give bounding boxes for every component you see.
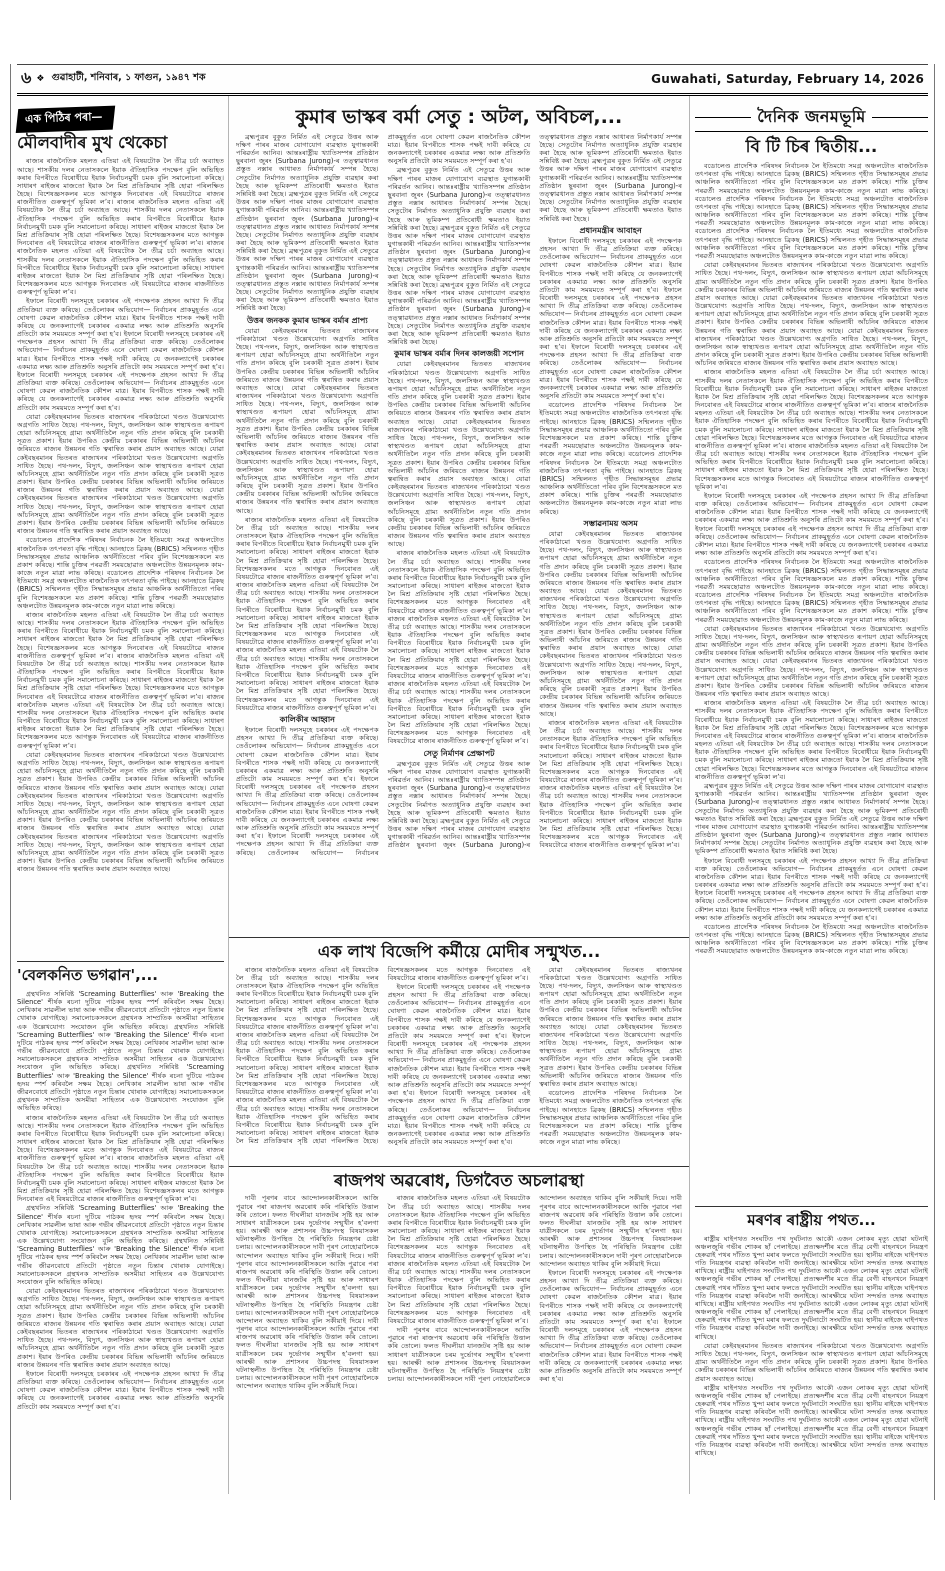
body-paragraph: ৰাজ্যৰ ৰাজনৈতিক মহলত এতিয়া এই বিষয়টোক লৈ তীব্ৰ চৰ্চা অব্যাহত আছে। শাসকীয় দলৰ নেতাসকলে ইয়াক ঐতিহাসিক পদক্ষেপ বুলি অভিহিত কৰাৰ বিপৰীতে বিৰোধীয়ে ইয়াক নিৰ্বাচনমুখী চমক বুলি সমালোচনা কৰিছে। সাধাৰণ ৰাইজৰ মাজতো ইয়াক লৈ মিশ্ৰ প্ৰতিক্ৰিয়াৰ সৃষ্টি হোৱা পৰিলক্ষিত হৈছে। বিশেষজ্ঞসকলৰ মতে আগন্তুক দিনবোৰত এই বিষয়টোৱে ৰাজ্যৰ ৰাজনীতিত গুৰুত্বপূৰ্ণ ভূমিকা লʼব। ৰাজ্যৰ ৰাজনৈতিক মহলত এতিয়া এই বিষয়টোক লৈ তীব্ৰ চৰ্চা অব্যাহত আছে। শাসকীয় দলৰ নেতাসকলে ইয়াক ঐতিহাসিক পদক্ষেপ বুলি অভিহিত কৰাৰ বিপৰীতে বিৰোধীয়ে ইয়াক নিৰ্বাচনমুখী চমক বুলি সমালোচনা কৰিছে। সাধাৰণ ৰাইজৰ মাজতো ইয়াক লৈ মিশ্ৰ প্ৰতিক্ৰিয়াৰ সৃষ্টি হোৱা পৰিলক্ষিত হৈছে। বিশেষজ্ঞসকলৰ মতে আগন্তুক দিনবোৰত এই বিষয়টোৱে ৰাজ্যৰ ৰাজনীতিত গুৰুত্বপূৰ্ণ ভূমিকা লʼব। [695,699,928,781]
body-paragraph: ৰাষ্ট্ৰীয় ঘাইপথত সংঘটিত পথ দুৰ্ঘটনাত আকৌ এজন লোকৰ মৃত্যু হোৱা ঘটনাই অঞ্চলজুৰি গভীৰ শোকৰ ছাঁ পেলাইছে। প্ৰত্যক্ষদৰ্শীৰ মতে তীব্ৰ বেগী বাহনখনে নিয়ন্ত্ৰণ হেৰুৱাই পথৰ দাঁতিত খুন্দা মৰাৰ ফলতে দুৰ্ঘটনাটো সংঘটিত হয়। স্থানীয় ৰাইজে ঘাইপথত গতি নিয়ন্ত্ৰণৰ ব্যৱস্থা কৰিবলৈ দাবী জনাইছে। আৰক্ষীয়ে ঘটনা সন্দৰ্ভত তদন্ত অব্যাহত ৰাখিছে। ৰাষ্ট্ৰীয় ঘাইপথত সংঘটিত পথ দুৰ্ঘটনাত আকৌ এজন লোকৰ মৃত্যু হোৱা ঘটনাই অঞ্চলজুৰি গভীৰ শোকৰ ছাঁ পেলাইছে। প্ৰত্যক্ষদৰ্শীৰ মতে তীব্ৰ বেগী বাহনখনে নিয়ন্ত্ৰণ হেৰুৱাই পথৰ দাঁতিত খুন্দা মৰাৰ ফলতে দুৰ্ঘটনাটো সংঘটিত হয়। স্থানীয় ৰাইজে ঘাইপথত গতি নিয়ন্ত্ৰণৰ ব্যৱস্থা কৰিবলৈ দাবী জনাইছে। আৰক্ষীয়ে ঘটনা সন্দৰ্ভত তদন্ত অব্যাহত ৰাখিছে। [695,1383,928,1458]
body-paragraph: ব্ৰহ্মপুত্ৰৰ বুকুত নিৰ্মিত এই সেতুৱে উত্তৰ আৰু দক্ষিণ পাৰৰ মাজৰ যোগাযোগ ব্যৱস্থাত যুগান্তকাৰী পৰিৱৰ্তন আনিব। আন্তঃৰাষ্ট্ৰীয় খ্যাতিসম্পন্ন প্ৰতিষ্ঠান ছুৰবানা জুৰং (Surbana Jurong)-ৰ তত্ত্বাৱধানত প্ৰস্তুত নক্সাৰ আধাৰত নিৰ্মাণকাৰ্য সম্পন্ন হৈছে। সেতুটোৰ নিৰ্মাণত অত্যাধুনিক প্ৰযুক্তি ব্যৱহাৰ কৰা হৈছে আৰু ভূমিকম্প প্ৰতিৰোধী ক্ষমতাও ইয়াত সন্নিবিষ্ট কৰা হৈছে। ব্ৰহ্মপুত্ৰৰ বুকুত নিৰ্মিত এই সেতুৱে উত্তৰ আৰু দক্ষিণ পাৰৰ মাজৰ যোগাযোগ ব্যৱস্থাত যুগান্তকাৰী পৰিৱৰ্তন আনিব। আন্তঃৰাষ্ট্ৰীয় খ্যাতিসম্পন্ন প্ৰতিষ্ঠান ছুৰবানা জুৰং (Surbana Jurong)-ৰ তত্ত্বাৱধানত প্ৰস্তুত নক্সাৰ আধাৰত নিৰ্মাণকাৰ্য সম্পন্ন হৈছে। সেতুটোৰ নিৰ্মাণত অত্যাধুনিক প্ৰযুক্তি ব্যৱহাৰ কৰা হৈছে আৰু ভূমিকম্প প্ৰতিৰোধী ক্ষমতাও ইয়াত সন্নিবিষ্ট কৰা হৈছে। ব্ৰহ্মপুত্ৰৰ বুকুত নিৰ্মিত এই সেতুৱে উত্তৰ আৰু দক্ষিণ পাৰৰ মাজৰ যোগাযোগ ব্যৱস্থাত যুগান্তকাৰী পৰিৱৰ্তন আনিব। আন্তঃৰাষ্ট্ৰীয় খ্যাতিসম্পন্ন প্ৰতিষ্ঠান ছুৰবানা জুৰং (Surbana Jurong)-ৰ তত্ত্বাৱধানত প্ৰস্তুত নক্সাৰ আধাৰত নিৰ্মাণকাৰ্য সম্পন্ন হৈছে। সেতুটোৰ নিৰ্মাণত অত্যাধুনিক প্ৰযুক্তি ব্যৱহাৰ কৰা হৈছে আৰু ভূমিকম্প প্ৰতিৰোধী ক্ষমতাও ইয়াত সন্নিবিষ্ট কৰা হৈছে। [387,166,531,347]
body-paragraph: ৰাষ্ট্ৰীয় ঘাইপথত সংঘটিত পথ দুৰ্ঘটনাত আকৌ এজন লোকৰ মৃত্যু হোৱা ঘটনাই অঞ্চলজুৰি গভীৰ শোকৰ ছাঁ পেলাইছে। প্ৰত্যক্ষদৰ্শীৰ মতে তীব্ৰ বেগী বাহনখনে নিয়ন্ত্ৰণ হেৰুৱাই পথৰ দাঁতিত খুন্দা মৰাৰ ফলতে দুৰ্ঘটনাটো সংঘটিত হয়। স্থানীয় ৰাইজে ঘাইপথত গতি নিয়ন্ত্ৰণৰ ব্যৱস্থা কৰিবলৈ দাবী জনাইছে। আৰক্ষীয়ে ঘটনা সন্দৰ্ভত তদন্ত অব্যাহত ৰাখিছে। ৰাষ্ট্ৰীয় ঘাইপথত সংঘটিত পথ দুৰ্ঘটনাত আকৌ এজন লোকৰ মৃত্যু হোৱা ঘটনাই অঞ্চলজুৰি গভীৰ শোকৰ ছাঁ পেলাইছে। প্ৰত্যক্ষদৰ্শীৰ মতে তীব্ৰ বেগী বাহনখনে নিয়ন্ত্ৰণ হেৰুৱাই পথৰ দাঁতিত খুন্দা মৰাৰ ফলতে দুৰ্ঘটনাটো সংঘটিত হয়। স্থানীয় ৰাইজে ঘাইপথত গতি নিয়ন্ত্ৰণৰ ব্যৱস্থা কৰিবলৈ দাবী জনাইছে। আৰক্ষীয়ে ঘটনা সন্দৰ্ভত তদন্ত অব্যাহত ৰাখিছে। ৰাষ্ট্ৰীয় ঘাইপথত সংঘটিত পথ দুৰ্ঘটনাত আকৌ এজন লোকৰ মৃত্যু হোৱা ঘটনাই অঞ্চলজুৰি গভীৰ শোকৰ ছাঁ পেলাইছে। প্ৰত্যক্ষদৰ্শীৰ মতে তীব্ৰ বেগী বাহনখনে নিয়ন্ত্ৰণ হেৰুৱাই পথৰ দাঁতিত খুন্দা মৰাৰ ফলতে দুৰ্ঘটনাটো সংঘটিত হয়। স্থানীয় ৰাইজে ঘাইপথত গতি নিয়ন্ত্ৰণৰ ব্যৱস্থা কৰিবলৈ দাবী জনাইছে। আৰক্ষীয়ে ঘটনা সন্দৰ্ভত তদন্ত অব্যাহত ৰাখিছে। [695,1234,928,1341]
body-paragraph: যোৱা কেইবছৰমানৰ ভিতৰত ৰাজ্যখনৰ পৰিকাঠামো খণ্ডত উল্লেখযোগ্য অগ্ৰগতি সাধিত হৈছে। পথ-দলং, বিদ্যুৎ, জলসিঞ্চন আৰু স্বাস্থ্যখণ্ডত ৰূপায়ণ হোৱা আঁচনিসমূহে গ্ৰাম্য অৰ্থনীতিলৈ নতুন গতি প্ৰদান কৰিছে বুলি চৰকাৰী সূত্ৰত প্ৰকাশ। ইয়াৰ উপৰিও কেন্দ্ৰীয় চৰকাৰৰ বিভিন্ন অভিলাষী আঁচনিৰ জৰিয়তে ৰাজ্যৰ উন্নয়নৰ গতি ত্বৰান্বিত কৰাৰ প্ৰয়াস অব্যাহত আছে। যোৱা কেইবছৰমানৰ ভিতৰত ৰাজ্যখনৰ পৰিকাঠামো খণ্ডত উল্লেখযোগ্য অগ্ৰগতি সাধিত হৈছে। পথ-দলং, বিদ্যুৎ, জলসিঞ্চন আৰু স্বাস্থ্যখণ্ডত ৰূপায়ণ হোৱা আঁচনিসমূহে গ্ৰাম্য অৰ্থনীতিলৈ নতুন গতি প্ৰদান কৰিছে বুলি চৰকাৰী সূত্ৰত প্ৰকাশ। ইয়াৰ উপৰিও কেন্দ্ৰীয় চৰকাৰৰ বিভিন্ন অভিলাষী আঁচনিৰ জৰিয়তে ৰাজ্যৰ উন্নয়নৰ গতি ত্বৰান্বিত কৰাৰ প্ৰয়াস অব্যাহত আছে। যোৱা কেইবছৰমানৰ ভিতৰত ৰাজ্যখনৰ পৰিকাঠামো খণ্ডত উল্লেখযোগ্য অগ্ৰগতি সাধিত হৈছে। পথ-দলং, বিদ্যুৎ, জলসিঞ্চন আৰু স্বাস্থ্যখণ্ডত ৰূপায়ণ হোৱা আঁচনিসমূহে গ্ৰাম্য অৰ্থনীতিলৈ নতুন গতি প্ৰদান কৰিছে বুলি চৰকাৰী সূত্ৰত প্ৰকাশ। ইয়াৰ উপৰিও কেন্দ্ৰীয় চৰকাৰৰ বিভিন্ন অভিলাষী আঁচনিৰ জৰিয়তে ৰাজ্যৰ উন্নয়নৰ গতি ত্বৰান্বিত কৰাৰ প্ৰয়াস অব্যাহত আছে। [387,360,531,549]
body-paragraph: ৰাজ্যৰ ৰাজনৈতিক মহলত এতিয়া এই বিষয়টোক লৈ তীব্ৰ চৰ্চা অব্যাহত আছে। শাসকীয় দলৰ নেতাসকলে ইয়াক ঐতিহাসিক পদক্ষেপ বুলি অভিহিত কৰাৰ বিপৰীতে বিৰোধীয়ে ইয়াক নিৰ্বাচনমুখী চমক বুলি সমালোচনা কৰিছে। সাধাৰণ ৰাইজৰ মাজতো ইয়াক লৈ মিশ্ৰ প্ৰতিক্ৰিয়াৰ সৃষ্টি হোৱা পৰিলক্ষিত হৈছে। বিশেষজ্ঞসকলৰ মতে আগন্তুক দিনবোৰত এই বিষয়টোৱে ৰাজ্যৰ ৰাজনীতিত গুৰুত্বপূৰ্ণ ভূমিকা লʼব। ৰাজ্যৰ ৰাজনৈতিক মহলত এতিয়া এই বিষয়টোক লৈ তীব্ৰ চৰ্চা অব্যাহত আছে। শাসকীয় দলৰ নেতাসকলে ইয়াক ঐতিহাসিক পদক্ষেপ বুলি অভিহিত কৰাৰ বিপৰীতে বিৰোধীয়ে ইয়াক নিৰ্বাচনমুখী চমক বুলি সমালোচনা কৰিছে। সাধাৰণ ৰাইজৰ মাজতো ইয়াক লৈ মিশ্ৰ প্ৰতিক্ৰিয়াৰ সৃষ্টি হোৱা পৰিলক্ষিত হৈছে। বিশেষজ্ঞসকলৰ মতে আগন্তুক দিনবোৰত এই বিষয়টোৱে ৰাজ্যৰ ৰাজনীতিত গুৰুত্বপূৰ্ণ ভূমিকা লʼব। ৰাজ্যৰ ৰাজনৈতিক মহলত এতিয়া এই বিষয়টোক লৈ তীব্ৰ চৰ্চা অব্যাহত আছে। শাসকীয় দলৰ নেতাসকলে ইয়াক ঐতিহাসিক পদক্ষেপ বুলি অভিহিত কৰাৰ বিপৰীতে বিৰোধীয়ে ইয়াক নিৰ্বাচনমুখী চমক বুলি সমালোচনা কৰিছে। সাধাৰণ ৰাইজৰ মাজতো ইয়াক লৈ মিশ্ৰ প্ৰতিক্ৰিয়াৰ সৃষ্টি হোৱা পৰিলক্ষিত হৈছে। বিশেষজ্ঞসকলৰ মতে আগন্তুক দিনবোৰত এই বিষয়টোৱে ৰাজ্যৰ ৰাজনীতিত গুৰুত্বপূৰ্ণ ভূমিকা লʼব। [236,965,531,1146]
body-paragraph: যোৱা কেইবছৰমানৰ ভিতৰত ৰাজ্যখনৰ পৰিকাঠামো খণ্ডত উল্লেখযোগ্য অগ্ৰগতি সাধিত হৈছে। পথ-দলং, বিদ্যুৎ, জলসিঞ্চন আৰু স্বাস্থ্যখণ্ডত ৰূপায়ণ হোৱা আঁচনিসমূহে গ্ৰাম্য অৰ্থনীতিলৈ নতুন গতি প্ৰদান কৰিছে বুলি চৰকাৰী সূত্ৰত প্ৰকাশ। ইয়াৰ উপৰিও কেন্দ্ৰীয় চৰকাৰৰ বিভিন্ন অভিলাষী আঁচনিৰ জৰিয়তে ৰাজ্যৰ উন্নয়নৰ গতি ত্বৰান্বিত কৰাৰ প্ৰয়াস অব্যাহত আছে। যোৱা কেইবছৰমানৰ ভিতৰত ৰাজ্যখনৰ পৰিকাঠামো খণ্ডত উল্লেখযোগ্য অগ্ৰগতি সাধিত হৈছে। পথ-দলং, বিদ্যুৎ, জলসিঞ্চন আৰু স্বাস্থ্যখণ্ডত ৰূপায়ণ হোৱা আঁচনিসমূহে গ্ৰাম্য অৰ্থনীতিলৈ নতুন গতি প্ৰদান কৰিছে বুলি চৰকাৰী সূত্ৰত প্ৰকাশ। ইয়াৰ উপৰিও কেন্দ্ৰীয় চৰকাৰৰ বিভিন্ন অভিলাষী আঁচনিৰ জৰিয়তে ৰাজ্যৰ উন্নয়নৰ গতি ত্বৰান্বিত কৰাৰ প্ৰয়াস অব্যাহত আছে। [695,624,928,699]
body-paragraph: ইফালে বিৰোধী দলসমূহে চৰকাৰৰ এই পদক্ষেপক প্ৰহসন আখ্যা দি তীব্ৰ প্ৰতিক্ৰিয়া ব্যক্ত কৰিছে। তেওঁলোকৰ অভিযোগ— নিৰ্বাচনৰ প্ৰাকমুহূৰ্তত এনে ঘোষণা কেৱল ৰাজনৈতিক কৌশল মাত্ৰ। ইয়াৰ বিপৰীতে শাসক পক্ষই দাবী কৰিছে যে জনকল্যাণেই চৰকাৰৰ একমাত্ৰ লক্ষ্য আৰু প্ৰতিশ্ৰুতি অনুসৰি প্ৰতিটো কাম সময়মতে সম্পূৰ্ণ কৰা হʼব। ইফালে বিৰোধী দলসমূহে চৰকাৰৰ এই পদক্ষেপক প্ৰহসন আখ্যা দি তীব্ৰ প্ৰতিক্ৰিয়া ব্যক্ত কৰিছে। তেওঁলোকৰ অভিযোগ— নিৰ্বাচনৰ প্ৰাকমুহূৰ্তত এনে ঘোষণা কেৱল ৰাজনৈতিক কৌশল মাত্ৰ। ইয়াৰ বিপৰীতে শাসক পক্ষই দাবী কৰিছে যে জনকল্যাণেই চৰকাৰৰ একমাত্ৰ লক্ষ্য আৰু প্ৰতিশ্ৰুতি অনুসৰি প্ৰতিটো কাম সময়মতে সম্পূৰ্ণ কৰা হʼব। [695,856,928,922]
body-paragraph: দাবী পূৰণৰ বাবে আন্দোলনকাৰীসকলে আজি পুৱাৰে পৰা ৰাজপথ অৱৰোধ কৰি পৰিস্থিতি উত্তাল কৰি তোলে। ফলত দীঘলীয়া যানজটৰ সৃষ্টি হয় আৰু সাধাৰণ যাত্ৰীসকলে চৰম দুৰ্ভোগৰ সন্মুখীন হʼবলগা হয়। আৰক্ষী আৰু প্ৰশাসনৰ উচ্চপদস্থ বিষয়াসকল ঘটনাস্থলীত উপস্থিত হৈ পৰিস্থিতি নিয়ন্ত্ৰণৰ চেষ্টা চলায়। আন্দোলনকাৰীসকলে দাবী পূৰণ নোহোৱালৈকে আন্দোলন অব্যাহত থাকিব বুলি সকীয়াই দিয়ে। দাবী পূৰণৰ বাবে আন্দোলনকাৰীসকলে আজি পুৱাৰে পৰা ৰাজপথ অৱৰোধ কৰি পৰিস্থিতি উত্তাল কৰি তোলে। ফলত দীঘলীয়া যানজটৰ সৃষ্টি হয় আৰু সাধাৰণ যাত্ৰীসকলে চৰম দুৰ্ভোগৰ সন্মুখীন হʼবলগা হয়। আৰক্ষী আৰু প্ৰশাসনৰ উচ্চপদস্থ বিষয়াসকল ঘটনাস্থলীত উপস্থিত হৈ পৰিস্থিতি নিয়ন্ত্ৰণৰ চেষ্টা চলায়। আন্দোলনকাৰীসকলে দাবী পূৰণ নোহোৱালৈকে আন্দোলন অব্যাহত থাকিব বুলি সকীয়াই দিয়ে। [387,1194,682,1384]
body-paragraph: ৰাজ্যৰ ৰাজনৈতিক মহলত এতিয়া এই বিষয়টোক লৈ তীব্ৰ চৰ্চা অব্যাহত আছে। শাসকীয় দলৰ নেতাসকলে ইয়াক ঐতিহাসিক পদক্ষেপ বুলি অভিহিত কৰাৰ বিপৰীতে বিৰোধীয়ে ইয়াক নিৰ্বাচনমুখী চমক বুলি সমালোচনা কৰিছে। সাধাৰণ ৰাইজৰ মাজতো ইয়াক লৈ মিশ্ৰ প্ৰতিক্ৰিয়াৰ সৃষ্টি হোৱা পৰিলক্ষিত হৈছে। বিশেষজ্ঞসকলৰ মতে আগন্তুক দিনবোৰত এই বিষয়টোৱে ৰাজ্যৰ ৰাজনীতিত গুৰুত্বপূৰ্ণ ভূমিকা লʼব। ৰাজ্যৰ ৰাজনৈতিক মহলত এতিয়া এই বিষয়টোক লৈ তীব্ৰ চৰ্চা অব্যাহত আছে। শাসকীয় দলৰ নেতাসকলে ইয়াক ঐতিহাসিক পদক্ষেপ বুলি অভিহিত কৰাৰ বিপৰীতে বিৰোধীয়ে ইয়াক নিৰ্বাচনমুখী চমক বুলি সমালোচনা কৰিছে। সাধাৰণ ৰাইজৰ মাজতো ইয়াক লৈ মিশ্ৰ প্ৰতিক্ৰিয়াৰ সৃষ্টি হোৱা পৰিলক্ষিত হৈছে। বিশেষজ্ঞসকলৰ মতে আগন্তুক দিনবোৰত এই বিষয়টোৱে ৰাজ্যৰ ৰাজনীতিত গুৰুত্বপূৰ্ণ ভূমিকা লʼব। [539,718,682,850]
subhead: প্ৰধানমন্ত্ৰীৰ আবাহন [579,225,642,235]
article-belkonit-body [17,990,224,1484]
body-paragraph: গ্ৰন্থখনিত সন্নিবিষ্ট 'Screaming Butterflies' আৰু 'Breaking the Silence' শীৰ্ষক ৰচনা দুটিয়ে পাঠকৰ হৃদয় স্পৰ্শ কৰিবলৈ সক্ষম হৈছে। লেখিকাৰ সাৱলীল ভাষা আৰু গভীৰ জীৱনবোধে প্ৰতিটো পৃষ্ঠাতে নতুন চিন্তাৰ খোৰাক যোগাইছে। সমালোচকসকলে গ্ৰন্থখনক সাম্প্ৰতিক অসমীয়া সাহিত্যৰ এক উল্লেখযোগ্য সংযোজন বুলি অভিহিত কৰিছে। গ্ৰন্থখনিত সন্নিবিষ্ট 'Screaming Butterflies' আৰু 'Breaking the Silence' শীৰ্ষক ৰচনা দুটিয়ে পাঠকৰ হৃদয় স্পৰ্শ কৰিবলৈ সক্ষম হৈছে। লেখিকাৰ সাৱলীল ভাষা আৰু গভীৰ জীৱনবোধে প্ৰতিটো পৃষ্ঠাতে নতুন চিন্তাৰ খোৰাক যোগাইছে। সমালোচকসকলে গ্ৰন্থখনক সাম্প্ৰতিক অসমীয়া সাহিত্যৰ এক উল্লেখযোগ্য সংযোজন বুলি অভিহিত কৰিছে। [17,1204,224,1286]
article-moulbadi-body [17,157,224,957]
subhead: সেতু নিৰ্মাণৰ প্ৰেক্ষাপট [423,748,495,758]
body-paragraph: ব্ৰহ্মপুত্ৰৰ বুকুত নিৰ্মিত এই সেতুৱে উত্তৰ আৰু দক্ষিণ পাৰৰ মাজৰ যোগাযোগ ব্যৱস্থাত যুগান্তকাৰী পৰিৱৰ্তন আনিব। আন্তঃৰাষ্ট্ৰীয় খ্যাতিসম্পন্ন প্ৰতিষ্ঠান ছুৰবানা জুৰং (Surbana Jurong)-ৰ তত্ত্বাৱধানত প্ৰস্তুত নক্সাৰ আধাৰত নিৰ্মাণকাৰ্য সম্পন্ন হৈছে। সেতুটোৰ নিৰ্মাণত অত্যাধুনিক প্ৰযুক্তি ব্যৱহাৰ কৰা হৈছে আৰু ভূমিকম্প প্ৰতিৰোধী ক্ষমতাও ইয়াত সন্নিবিষ্ট কৰা হৈছে। ব্ৰহ্মপুত্ৰৰ বুকুত নিৰ্মিত এই সেতুৱে উত্তৰ আৰু দক্ষিণ পাৰৰ মাজৰ যোগাযোগ ব্যৱস্থাত যুগান্তকাৰী পৰিৱৰ্তন আনিব। আন্তঃৰাষ্ট্ৰীয় খ্যাতিসম্পন্ন প্ৰতিষ্ঠান ছুৰবানা জুৰং (Surbana Jurong)-ৰ তত্ত্বাৱধানত প্ৰস্তুত নক্সাৰ আধাৰত নিৰ্মাণকাৰ্য সম্পন্ন হৈছে। সেতুটোৰ নিৰ্মাণত অত্যাধুনিক প্ৰযুক্তি ব্যৱহাৰ কৰা হৈছে আৰু ভূমিকম্প প্ৰতিৰোধী ক্ষমতাও ইয়াত সন্নিবিষ্ট কৰা হৈছে। ব্ৰহ্মপুত্ৰৰ বুকুত নিৰ্মিত এই সেতুৱে উত্তৰ আৰু দক্ষিণ পাৰৰ মাজৰ যোগাযোগ ব্যৱস্থাত যুগান্তকাৰী পৰিৱৰ্তন আনিব। আন্তঃৰাষ্ট্ৰীয় খ্যাতিসম্পন্ন প্ৰতিষ্ঠান ছুৰবানা জুৰং (Surbana Jurong)-ৰ তত্ত্বাৱধানত প্ৰস্তুত নক্সাৰ আধাৰত নিৰ্মাণকাৰ্য সম্পন্ন হৈছে। সেতুটোৰ নিৰ্মাণত অত্যাধুনিক প্ৰযুক্তি ব্যৱহাৰ কৰা হৈছে আৰু ভূমিকম্প প্ৰতিৰোধী ক্ষমতাও ইয়াত সন্নিবিষ্ট কৰা হৈছে। [236,132,379,313]
body-paragraph: ৰাজ্যৰ ৰাজনৈতিক মহলত এতিয়া এই বিষয়টোক লৈ তীব্ৰ চৰ্চা অব্যাহত আছে। শাসকীয় দলৰ নেতাসকলে ইয়াক ঐতিহাসিক পদক্ষেপ বুলি অভিহিত কৰাৰ বিপৰীতে বিৰোধীয়ে ইয়াক নিৰ্বাচনমুখী চমক বুলি সমালোচনা কৰিছে। সাধাৰণ ৰাইজৰ মাজতো ইয়াক লৈ মিশ্ৰ প্ৰতিক্ৰিয়াৰ সৃষ্টি হোৱা পৰিলক্ষিত হৈছে। বিশেষজ্ঞসকলৰ মতে আগন্তুক দিনবোৰত এই বিষয়টোৱে ৰাজ্যৰ ৰাজনীতিত গুৰুত্বপূৰ্ণ ভূমিকা লʼব। ৰাজ্যৰ ৰাজনৈতিক মহলত এতিয়া এই বিষয়টোক লৈ তীব্ৰ চৰ্চা অব্যাহত আছে। শাসকীয় দলৰ নেতাসকলে ইয়াক ঐতিহাসিক পদক্ষেপ বুলি অভিহিত কৰাৰ বিপৰীতে বিৰোধীয়ে ইয়াক নিৰ্বাচনমুখী চমক বুলি সমালোচনা কৰিছে। সাধাৰণ ৰাইজৰ মাজতো ইয়াক লৈ মিশ্ৰ প্ৰতিক্ৰিয়াৰ সৃষ্টি হোৱা পৰিলক্ষিত হৈছে। বিশেষজ্ঞসকলৰ মতে আগন্তুক দিনবোৰত এই বিষয়টোৱে ৰাজ্যৰ ৰাজনীতিত গুৰুত্বপূৰ্ণ ভূমিকা লʼব। [387,1194,531,1325]
headline-moulbadi: মৌলবাদীৰ মুখ থেকেচা [17,133,168,152]
headline-highway-death: মৰণৰ ৰাষ্ট্ৰীয় পথত... [747,1211,876,1230]
dateline-assamese: গুৱাহাটী, শনিবাৰ, ১ ফাগুন, ১৯৪৭ শক [51,72,206,83]
body-paragraph: ইফালে বিৰোধী দলসমূহে চৰকাৰৰ এই পদক্ষেপক প্ৰহসন আখ্যা দি তীব্ৰ প্ৰতিক্ৰিয়া ব্যক্ত কৰিছে। তেওঁলোকৰ অভিযোগ— নিৰ্বাচনৰ প্ৰাকমুহূৰ্তত এনে ঘোষণা কেৱল ৰাজনৈতিক কৌশল মাত্ৰ। ইয়াৰ বিপৰীতে শাসক পক্ষই দাবী কৰিছে যে জনকল্যাণেই চৰকাৰৰ একমাত্ৰ লক্ষ্য আৰু প্ৰতিশ্ৰুতি অনুসৰি প্ৰতিটো কাম সময়মতে সম্পূৰ্ণ কৰা হʼব। ইফালে বিৰোধী দলসমূহে চৰকাৰৰ এই পদক্ষেপক প্ৰহসন আখ্যা দি তীব্ৰ প্ৰতিক্ৰিয়া ব্যক্ত কৰিছে। তেওঁলোকৰ অভিযোগ— নিৰ্বাচনৰ প্ৰাকমুহূৰ্তত এনে ঘোষণা কেৱল ৰাজনৈতিক কৌশল মাত্ৰ। ইয়াৰ বিপৰীতে শাসক পক্ষই দাবী কৰিছে যে জনকল্যাণেই চৰকাৰৰ একমাত্ৰ লক্ষ্য আৰু প্ৰতিশ্ৰুতি অনুসৰি প্ৰতিটো কাম সময়মতে সম্পূৰ্ণ কৰা হʼব। [695,491,928,558]
newspaper-page [10,64,935,1500]
article-bjp-modi-body [236,966,682,1162]
body-paragraph: ইফালে বিৰোধী দলসমূহে চৰকাৰৰ এই পদক্ষেপক প্ৰহসন আখ্যা দি তীব্ৰ প্ৰতিক্ৰিয়া ব্যক্ত কৰিছে। তেওঁলোকৰ অভিযোগ— নিৰ্বাচনৰ প্ৰাকমুহূৰ্তত এনে ঘোষণা কেৱল ৰাজনৈতিক কৌশল মাত্ৰ। ইয়াৰ বিপৰীতে শাসক পক্ষই দাবী কৰিছে যে জনকল্যাণেই চৰকাৰৰ একমাত্ৰ লক্ষ্য আৰু প্ৰতিশ্ৰুতি অনুসৰি প্ৰতিটো কাম সময়মতে সম্পূৰ্ণ কৰা হʼব। ইফালে বিৰোধী দলসমূহে চৰকাৰৰ এই পদক্ষেপক প্ৰহসন আখ্যা দি তীব্ৰ প্ৰতিক্ৰিয়া ব্যক্ত কৰিছে। তেওঁলোকৰ অভিযোগ— নিৰ্বাচনৰ প্ৰাকমুহূৰ্তত এনে ঘোষণা কেৱল ৰাজনৈতিক কৌশল মাত্ৰ। ইয়াৰ বিপৰীতে শাসক পক্ষই দাবী কৰিছে যে জনকল্যাণেই চৰকাৰৰ একমাত্ৰ লক্ষ্য আৰু প্ৰতিশ্ৰুতি অনুসৰি প্ৰতিটো কাম সময়মতে সম্পূৰ্ণ কৰা হʼব। ইফালে বিৰোধী দলসমূহে চৰকাৰৰ এই পদক্ষেপক প্ৰহসন আখ্যা দি তীব্ৰ প্ৰতিক্ৰিয়া ব্যক্ত কৰিছে। তেওঁলোকৰ অভিযোগ— নিৰ্বাচনৰ প্ৰাকমুহূৰ্তত এনে ঘোষণা কেৱল ৰাজনৈতিক কৌশল মাত্ৰ। ইয়াৰ বিপৰীতে শাসক পক্ষই দাবী কৰিছে যে জনকল্যাণেই চৰকাৰৰ একমাত্ৰ লক্ষ্য আৰু প্ৰতিশ্ৰুতি অনুসৰি প্ৰতিটো কাম সময়মতে সম্পূৰ্ণ কৰা হʼব। [236,132,531,857]
body-paragraph: ইফালে বিৰোধী দলসমূহে চৰকাৰৰ এই পদক্ষেপক প্ৰহসন আখ্যা দি তীব্ৰ প্ৰতিক্ৰিয়া ব্যক্ত কৰিছে। তেওঁলোকৰ অভিযোগ— নিৰ্বাচনৰ প্ৰাকমুহূৰ্তত এনে ঘোষণা কেৱল ৰাজনৈতিক কৌশল মাত্ৰ। ইয়াৰ বিপৰীতে শাসক পক্ষই দাবী কৰিছে যে জনকল্যাণেই চৰকাৰৰ একমাত্ৰ লক্ষ্য আৰু প্ৰতিশ্ৰুতি অনুসৰি প্ৰতিটো কাম সময়মতে সম্পূৰ্ণ কৰা হʼব। ইফালে বিৰোধী দলসমূহে চৰকাৰৰ এই পদক্ষেপক প্ৰহসন আখ্যা দি তীব্ৰ প্ৰতিক্ৰিয়া ব্যক্ত কৰিছে। তেওঁলোকৰ অভিযোগ— নিৰ্বাচনৰ প্ৰাকমুহূৰ্তত এনে ঘোষণা কেৱল ৰাজনৈতিক কৌশল মাত্ৰ। ইয়াৰ বিপৰীতে শাসক পক্ষই দাবী কৰিছে যে জনকল্যাণেই চৰকাৰৰ একমাত্ৰ লক্ষ্য আৰু প্ৰতিশ্ৰুতি অনুসৰি প্ৰতিটো কাম সময়মতে সম্পূৰ্ণ কৰা হʼব। [539,1268,682,1384]
body-paragraph: ব্ৰহ্মপুত্ৰৰ বুকুত নিৰ্মিত এই সেতুৱে উত্তৰ আৰু দক্ষিণ পাৰৰ মাজৰ যোগাযোগ ব্যৱস্থাত যুগান্তকাৰী পৰিৱৰ্তন আনিব। আন্তঃৰাষ্ট্ৰীয় খ্যাতিসম্পন্ন প্ৰতিষ্ঠান ছুৰবানা জুৰং (Surbana Jurong)-ৰ তত্ত্বাৱধানত প্ৰস্তুত নক্সাৰ আধাৰত নিৰ্মাণকাৰ্য সম্পন্ন হৈছে। সেতুটোৰ নিৰ্মাণত অত্যাধুনিক প্ৰযুক্তি ব্যৱহাৰ কৰা হৈছে আৰু ভূমিকম্প প্ৰতিৰোধী ক্ষমতাও ইয়াত সন্নিবিষ্ট কৰা হৈছে। ব্ৰহ্মপুত্ৰৰ বুকুত নিৰ্মিত এই সেতুৱে উত্তৰ আৰু দক্ষিণ পাৰৰ মাজৰ যোগাযোগ ব্যৱস্থাত যুগান্তকাৰী পৰিৱৰ্তন আনিব। আন্তঃৰাষ্ট্ৰীয় খ্যাতিসম্পন্ন প্ৰতিষ্ঠান ছুৰবানা জুৰং (Surbana Jurong)-ৰ তত্ত্বাৱধানত প্ৰস্তুত নক্সাৰ আধাৰত নিৰ্মাণকাৰ্য সম্পন্ন হৈছে। সেতুটোৰ নিৰ্মাণত অত্যাধুনিক প্ৰযুক্তি ব্যৱহাৰ কৰা হৈছে আৰু ভূমিকম্প প্ৰতিৰোধী ক্ষমতাও ইয়াত সন্নিবিষ্ট কৰা হৈছে। [695,781,928,856]
body-paragraph: যোৱা কেইবছৰমানৰ ভিতৰত ৰাজ্যখনৰ পৰিকাঠামো খণ্ডত উল্লেখযোগ্য অগ্ৰগতি সাধিত হৈছে। পথ-দলং, বিদ্যুৎ, জলসিঞ্চন আৰু স্বাস্থ্যখণ্ডত ৰূপায়ণ হোৱা আঁচনিসমূহে গ্ৰাম্য অৰ্থনীতিলৈ নতুন গতি প্ৰদান কৰিছে বুলি চৰকাৰী সূত্ৰত প্ৰকাশ। ইয়াৰ উপৰিও কেন্দ্ৰীয় চৰকাৰৰ বিভিন্ন অভিলাষী আঁচনিৰ জৰিয়তে ৰাজ্যৰ উন্নয়নৰ গতি ত্বৰান্বিত কৰাৰ প্ৰয়াস অব্যাহত আছে। যোৱা কেইবছৰমানৰ ভিতৰত ৰাজ্যখনৰ পৰিকাঠামো খণ্ডত উল্লেখযোগ্য অগ্ৰগতি সাধিত হৈছে। পথ-দলং, বিদ্যুৎ, জলসিঞ্চন আৰু স্বাস্থ্যখণ্ডত ৰূপায়ণ হোৱা আঁচনিসমূহে গ্ৰাম্য অৰ্থনীতিলৈ নতুন গতি প্ৰদান কৰিছে বুলি চৰকাৰী সূত্ৰত প্ৰকাশ। ইয়াৰ উপৰিও কেন্দ্ৰীয় চৰকাৰৰ বিভিন্ন অভিলাষী আঁচনিৰ জৰিয়তে ৰাজ্যৰ উন্নয়নৰ গতি ত্বৰান্বিত কৰাৰ প্ৰয়াস অব্যাহত আছে। যোৱা কেইবছৰমানৰ ভিতৰত ৰাজ্যখনৰ পৰিকাঠামো খণ্ডত উল্লেখযোগ্য অগ্ৰগতি সাধিত হৈছে। পথ-দলং, বিদ্যুৎ, জলসিঞ্চন আৰু স্বাস্থ্যখণ্ডত ৰূপায়ণ হোৱা আঁচনিসমূহে গ্ৰাম্য অৰ্থনীতিলৈ নতুন গতি প্ৰদান কৰিছে বুলি চৰকাৰী সূত্ৰত প্ৰকাশ। ইয়াৰ উপৰিও কেন্দ্ৰীয় চৰকাৰৰ বিভিন্ন অভিলাষী আঁচনিৰ জৰিয়তে ৰাজ্যৰ উন্নয়নৰ গতি ত্বৰান্বিত কৰাৰ প্ৰয়াস অব্যাহত আছে। [695,261,928,368]
body-paragraph: বডোলেণ্ড প্ৰাদেশিক পৰিষদৰ নিৰ্বাচনক লৈ ইতিমধ্যে সমগ্ৰ অঞ্চলটোত ৰাজনৈতিক তৎপৰতা বৃদ্ধি পাইছে। আনহাতে ব্ৰিকছ (BRICS) সন্মিলনত গৃহীত সিদ্ধান্তসমূহৰ প্ৰভাৱ আঞ্চলিক অৰ্থনীতিতো পৰিব বুলি বিশেষজ্ঞসকলে মত প্ৰকাশ কৰিছে। শান্তি চুক্তিৰ পৰৱৰ্তী সময়ছোৱাত অঞ্চলটোত উন্নয়নমূলক কাম-কাজে নতুন মাত্ৰা লাভ কৰিছে। বডোলেণ্ড প্ৰাদেশিক পৰিষদৰ নিৰ্বাচনক লৈ ইতিমধ্যে সমগ্ৰ অঞ্চলটোত ৰাজনৈতিক তৎপৰতা বৃদ্ধি পাইছে। আনহাতে ব্ৰিকছ (BRICS) সন্মিলনত গৃহীত সিদ্ধান্তসমূহৰ প্ৰভাৱ আঞ্চলিক অৰ্থনীতিতো পৰিব বুলি বিশেষজ্ঞসকলে মত প্ৰকাশ কৰিছে। শান্তি চুক্তিৰ পৰৱৰ্তী সময়ছোৱাত অঞ্চলটোত উন্নয়নমূলক কাম-কাজে নতুন মাত্ৰা লাভ কৰিছে। [539,401,682,516]
headline-bjp-modi: এক লাখ বিজেপি কৰ্মীয়ে মোদীৰ সন্মুখত... [317,941,601,961]
body-paragraph: ৰাজ্যৰ ৰাজনৈতিক মহলত এতিয়া এই বিষয়টোক লৈ তীব্ৰ চৰ্চা অব্যাহত আছে। শাসকীয় দলৰ নেতাসকলে ইয়াক ঐতিহাসিক পদক্ষেপ বুলি অভিহিত কৰাৰ বিপৰীতে বিৰোধীয়ে ইয়াক নিৰ্বাচনমুখী চমক বুলি সমালোচনা কৰিছে। সাধাৰণ ৰাইজৰ মাজতো ইয়াক লৈ মিশ্ৰ প্ৰতিক্ৰিয়াৰ সৃষ্টি হোৱা পৰিলক্ষিত হৈছে। বিশেষজ্ঞসকলৰ মতে আগন্তুক দিনবোৰত এই বিষয়টোৱে ৰাজ্যৰ ৰাজনীতিত গুৰুত্বপূৰ্ণ ভূমিকা লʼব। ৰাজ্যৰ ৰাজনৈতিক মহলত এতিয়া এই বিষয়টোক লৈ তীব্ৰ চৰ্চা অব্যাহত আছে। শাসকীয় দলৰ নেতাসকলে ইয়াক ঐতিহাসিক পদক্ষেপ বুলি অভিহিত কৰাৰ বিপৰীতে বিৰোধীয়ে ইয়াক নিৰ্বাচনমুখী চমক বুলি সমালোচনা কৰিছে। সাধাৰণ ৰাইজৰ মাজতো ইয়াক লৈ মিশ্ৰ প্ৰতিক্ৰিয়াৰ সৃষ্টি হোৱা পৰিলক্ষিত হৈছে। বিশেষজ্ঞসকলৰ মতে আগন্তুক দিনবোৰত এই বিষয়টোৱে ৰাজ্যৰ ৰাজনীতিত গুৰুত্বপূৰ্ণ ভূমিকা লʼব। ৰাজ্যৰ ৰাজনৈতিক মহলত এতিয়া এই বিষয়টোক লৈ তীব্ৰ চৰ্চা অব্যাহত আছে। শাসকীয় দলৰ নেতাসকলে ইয়াক ঐতিহাসিক পদক্ষেপ বুলি অভিহিত কৰাৰ বিপৰীতে বিৰোধীয়ে ইয়াক নিৰ্বাচনমুখী চমক বুলি সমালোচনা কৰিছে। সাধাৰণ ৰাইজৰ মাজতো ইয়াক লৈ মিশ্ৰ প্ৰতিক্ৰিয়াৰ সৃষ্টি হোৱা পৰিলক্ষিত হৈছে। বিশেষজ্ঞসকলৰ মতে আগন্তুক দিনবোৰত এই বিষয়টোৱে ৰাজ্যৰ ৰাজনীতিত গুৰুত্বপূৰ্ণ ভূমিকা লʼব। [387,549,531,746]
kicker-badge [16,106,116,134]
left-column [17,96,228,1494]
article-bridge-body [236,133,682,933]
body-paragraph: ইফালে বিৰোধী দলসমূহে চৰকাৰৰ এই পদক্ষেপক প্ৰহসন আখ্যা দি তীব্ৰ প্ৰতিক্ৰিয়া ব্যক্ত কৰিছে। তেওঁলোকৰ অভিযোগ— নিৰ্বাচনৰ প্ৰাকমুহূৰ্তত এনে ঘোষণা কেৱল ৰাজনৈতিক কৌশল মাত্ৰ। ইয়াৰ বিপৰীতে শাসক পক্ষই দাবী কৰিছে যে জনকল্যাণেই চৰকাৰৰ একমাত্ৰ লক্ষ্য আৰু প্ৰতিশ্ৰুতি অনুসৰি প্ৰতিটো কাম সময়মতে সম্পূৰ্ণ কৰা হʼব। ইফালে বিৰোধী দলসমূহে চৰকাৰৰ এই পদক্ষেপক প্ৰহসন আখ্যা দি তীব্ৰ প্ৰতিক্ৰিয়া ব্যক্ত কৰিছে। তেওঁলোকৰ অভিযোগ— নিৰ্বাচনৰ প্ৰাকমুহূৰ্তত এনে ঘোষণা কেৱল ৰাজনৈতিক কৌশল মাত্ৰ। ইয়াৰ বিপৰীতে শাসক পক্ষই দাবী কৰিছে যে জনকল্যাণেই চৰকাৰৰ একমাত্ৰ লক্ষ্য আৰু প্ৰতিশ্ৰুতি অনুসৰি প্ৰতিটো কাম সময়মতে সম্পূৰ্ণ কৰা হʼব। ইফালে বিৰোধী দলসমূহে চৰকাৰৰ এই পদক্ষেপক প্ৰহসন আখ্যা দি তীব্ৰ প্ৰতিক্ৰিয়া ব্যক্ত কৰিছে। তেওঁলোকৰ অভিযোগ— নিৰ্বাচনৰ প্ৰাকমুহূৰ্তত এনে ঘোষণা কেৱল ৰাজনৈতিক কৌশল মাত্ৰ। ইয়াৰ বিপৰীতে শাসক পক্ষই দাবী কৰিছে যে জনকল্যাণেই চৰকাৰৰ একমাত্ৰ লক্ষ্য আৰু প্ৰতিশ্ৰুতি অনুসৰি প্ৰতিটো কাম সময়মতে সম্পূৰ্ণ কৰা হʼব। [17,297,224,412]
page-number: ৬ [21,68,32,87]
body-paragraph: ৰাজ্যৰ ৰাজনৈতিক মহলত এতিয়া এই বিষয়টোক লৈ তীব্ৰ চৰ্চা অব্যাহত আছে। শাসকীয় দলৰ নেতাসকলে ইয়াক ঐতিহাসিক পদক্ষেপ বুলি অভিহিত কৰাৰ বিপৰীতে বিৰোধীয়ে ইয়াক নিৰ্বাচনমুখী চমক বুলি সমালোচনা কৰিছে। সাধাৰণ ৰাইজৰ মাজতো ইয়াক লৈ মিশ্ৰ প্ৰতিক্ৰিয়াৰ সৃষ্টি হোৱা পৰিলক্ষিত হৈছে। বিশেষজ্ঞসকলৰ মতে আগন্তুক দিনবোৰত এই বিষয়টোৱে ৰাজ্যৰ ৰাজনীতিত গুৰুত্বপূৰ্ণ ভূমিকা লʼব। ৰাজ্যৰ ৰাজনৈতিক মহলত এতিয়া এই বিষয়টোক লৈ তীব্ৰ চৰ্চা অব্যাহত আছে। শাসকীয় দলৰ নেতাসকলে ইয়াক ঐতিহাসিক পদক্ষেপ বুলি অভিহিত কৰাৰ বিপৰীতে বিৰোধীয়ে ইয়াক নিৰ্বাচনমুখী চমক বুলি সমালোচনা কৰিছে। সাধাৰণ ৰাইজৰ মাজতো ইয়াক লৈ মিশ্ৰ প্ৰতিক্ৰিয়াৰ সৃষ্টি হোৱা পৰিলক্ষিত হৈছে। বিশেষজ্ঞসকলৰ মতে আগন্তুক দিনবোৰত এই বিষয়টোৱে ৰাজ্যৰ ৰাজনীতিত গুৰুত্বপূৰ্ণ ভূমিকা লʼব। [17,1113,224,1204]
headline-rajpath: ৰাজপথ অৱৰোধ, ডিগবৈত অচলাৱস্থা [334,1170,584,1190]
page-header [17,64,928,96]
article-btc-body [695,162,928,1202]
center-column [228,96,690,1494]
headline-belkonit: 'বেলকনিত ভগৱান',... [17,966,158,985]
body-paragraph: ইফালে বিৰোধী দলসমূহে চৰকাৰৰ এই পদক্ষেপক প্ৰহসন আখ্যা দি তীব্ৰ প্ৰতিক্ৰিয়া ব্যক্ত কৰিছে। তেওঁলোকৰ অভিযোগ— নিৰ্বাচনৰ প্ৰাকমুহূৰ্তত এনে ঘোষণা কেৱল ৰাজনৈতিক কৌশল মাত্ৰ। ইয়াৰ বিপৰীতে শাসক পক্ষই দাবী কৰিছে যে জনকল্যাণেই চৰকাৰৰ একমাত্ৰ লক্ষ্য আৰু প্ৰতিশ্ৰুতি অনুসৰি প্ৰতিটো কাম সময়মতে সম্পূৰ্ণ কৰা হʼব। [17,1369,224,1411]
body-paragraph: যোৱা কেইবছৰমানৰ ভিতৰত ৰাজ্যখনৰ পৰিকাঠামো খণ্ডত উল্লেখযোগ্য অগ্ৰগতি সাধিত হৈছে। পথ-দলং, বিদ্যুৎ, জলসিঞ্চন আৰু স্বাস্থ্যখণ্ডত ৰূপায়ণ হোৱা আঁচনিসমূহে গ্ৰাম্য অৰ্থনীতিলৈ নতুন গতি প্ৰদান কৰিছে বুলি চৰকাৰী সূত্ৰত প্ৰকাশ। ইয়াৰ উপৰিও কেন্দ্ৰীয় চৰকাৰৰ বিভিন্ন অভিলাষী আঁচনিৰ জৰিয়তে ৰাজ্যৰ উন্নয়নৰ গতি ত্বৰান্বিত কৰাৰ প্ৰয়াস অব্যাহত আছে। [695,1341,928,1383]
body-paragraph: ব্ৰহ্মপুত্ৰৰ বুকুত নিৰ্মিত এই সেতুৱে উত্তৰ আৰু দক্ষিণ পাৰৰ মাজৰ যোগাযোগ ব্যৱস্থাত যুগান্তকাৰী পৰিৱৰ্তন আনিব। আন্তঃৰাষ্ট্ৰীয় খ্যাতিসম্পন্ন প্ৰতিষ্ঠান ছুৰবানা জুৰং (Surbana Jurong)-ৰ তত্ত্বাৱধানত প্ৰস্তুত নক্সাৰ আধাৰত নিৰ্মাণকাৰ্য সম্পন্ন হৈছে। সেতুটোৰ নিৰ্মাণত অত্যাধুনিক প্ৰযুক্তি ব্যৱহাৰ কৰা হৈছে আৰু ভূমিকম্প প্ৰতিৰোধী ক্ষমতাও ইয়াত সন্নিবিষ্ট কৰা হৈছে। ব্ৰহ্মপুত্ৰৰ বুকুত নিৰ্মিত এই সেতুৱে উত্তৰ আৰু দক্ষিণ পাৰৰ মাজৰ যোগাযোগ ব্যৱস্থাত যুগান্তকাৰী পৰিৱৰ্তন আনিব। আন্তঃৰাষ্ট্ৰীয় খ্যাতিসম্পন্ন প্ৰতিষ্ঠান ছুৰবানা জুৰং (Surbana Jurong)-ৰ তত্ত্বাৱধানত প্ৰস্তুত নক্সাৰ আধাৰত নিৰ্মাণকাৰ্য সম্পন্ন হৈছে। সেতুটোৰ নিৰ্মাণত অত্যাধুনিক প্ৰযুক্তি ব্যৱহাৰ কৰা হৈছে আৰু ভূমিকম্প প্ৰতিৰোধী ক্ষমতাও ইয়াত সন্নিবিষ্ট কৰা হৈছে। ব্ৰহ্মপুত্ৰৰ বুকুত নিৰ্মিত এই সেতুৱে উত্তৰ আৰু দক্ষিণ পাৰৰ মাজৰ যোগাযোগ ব্যৱস্থাত যুগান্তকাৰী পৰিৱৰ্তন আনিব। আন্তঃৰাষ্ট্ৰীয় খ্যাতিসম্পন্ন প্ৰতিষ্ঠান ছুৰবানা জুৰং (Surbana Jurong)-ৰ তত্ত্বাৱধানত প্ৰস্তুত নক্সাৰ আধাৰত নিৰ্মাণকাৰ্য সম্পন্ন হৈছে। সেতুটোৰ নিৰ্মাণত অত্যাধুনিক প্ৰযুক্তি ব্যৱহাৰ কৰা হৈছে আৰু ভূমিকম্প প্ৰতিৰোধী ক্ষমতাও ইয়াত সন্নিবিষ্ট কৰা হৈছে। [387,132,682,850]
masthead-rule [695,117,751,118]
body-paragraph: ইফালে বিৰোধী দলসমূহে চৰকাৰৰ এই পদক্ষেপক প্ৰহসন আখ্যা দি তীব্ৰ প্ৰতিক্ৰিয়া ব্যক্ত কৰিছে। তেওঁলোকৰ অভিযোগ— নিৰ্বাচনৰ প্ৰাকমুহূৰ্তত এনে ঘোষণা কেৱল ৰাজনৈতিক কৌশল মাত্ৰ। ইয়াৰ বিপৰীতে শাসক পক্ষই দাবী কৰিছে যে জনকল্যাণেই চৰকাৰৰ একমাত্ৰ লক্ষ্য আৰু প্ৰতিশ্ৰুতি অনুসৰি প্ৰতিটো কাম সময়মতে সম্পূৰ্ণ কৰা হʼব। ইফালে বিৰোধী দলসমূহে চৰকাৰৰ এই পদক্ষেপক প্ৰহসন আখ্যা দি তীব্ৰ প্ৰতিক্ৰিয়া ব্যক্ত কৰিছে। তেওঁলোকৰ অভিযোগ— নিৰ্বাচনৰ প্ৰাকমুহূৰ্তত এনে ঘোষণা কেৱল ৰাজনৈতিক কৌশল মাত্ৰ। ইয়াৰ বিপৰীতে শাসক পক্ষই দাবী কৰিছে যে জনকল্যাণেই চৰকাৰৰ একমাত্ৰ লক্ষ্য আৰু প্ৰতিশ্ৰুতি অনুসৰি প্ৰতিটো কাম সময়মতে সম্পূৰ্ণ কৰা হʼব। ইফালে বিৰোধী দলসমূহে চৰকাৰৰ এই পদক্ষেপক প্ৰহসন আখ্যা দি তীব্ৰ প্ৰতিক্ৰিয়া ব্যক্ত কৰিছে। তেওঁলোকৰ অভিযোগ— নিৰ্বাচনৰ প্ৰাকমুহূৰ্তত এনে ঘোষণা কেৱল ৰাজনৈতিক কৌশল মাত্ৰ। ইয়াৰ বিপৰীতে শাসক পক্ষই দাবী কৰিছে যে জনকল্যাণেই চৰকাৰৰ একমাত্ৰ লক্ষ্য আৰু প্ৰতিশ্ৰুতি অনুসৰি প্ৰতিটো কাম সময়মতে সম্পূৰ্ণ কৰা হʼব। [539,236,682,401]
body-paragraph: যোৱা কেইবছৰমানৰ ভিতৰত ৰাজ্যখনৰ পৰিকাঠামো খণ্ডত উল্লেখযোগ্য অগ্ৰগতি সাধিত হৈছে। পথ-দলং, বিদ্যুৎ, জলসিঞ্চন আৰু স্বাস্থ্যখণ্ডত ৰূপায়ণ হোৱা আঁচনিসমূহে গ্ৰাম্য অৰ্থনীতিলৈ নতুন গতি প্ৰদান কৰিছে বুলি চৰকাৰী সূত্ৰত প্ৰকাশ। ইয়াৰ উপৰিও কেন্দ্ৰীয় চৰকাৰৰ বিভিন্ন অভিলাষী আঁচনিৰ জৰিয়তে ৰাজ্যৰ উন্নয়নৰ গতি ত্বৰান্বিত কৰাৰ প্ৰয়াস অব্যাহত আছে। যোৱা কেইবছৰমানৰ ভিতৰত ৰাজ্যখনৰ পৰিকাঠামো খণ্ডত উল্লেখযোগ্য অগ্ৰগতি সাধিত হৈছে। পথ-দলং, বিদ্যুৎ, জলসিঞ্চন আৰু স্বাস্থ্যখণ্ডত ৰূপায়ণ হোৱা আঁচনিসমূহে গ্ৰাম্য অৰ্থনীতিলৈ নতুন গতি প্ৰদান কৰিছে বুলি চৰকাৰী সূত্ৰত প্ৰকাশ। ইয়াৰ উপৰিও কেন্দ্ৰীয় চৰকাৰৰ বিভিন্ন অভিলাষী আঁচনিৰ জৰিয়তে ৰাজ্যৰ উন্নয়নৰ গতি ত্বৰান্বিত কৰাৰ প্ৰয়াস অব্যাহত আছে। যোৱা কেইবছৰমানৰ ভিতৰত ৰাজ্যখনৰ পৰিকাঠামো খণ্ডত উল্লেখযোগ্য অগ্ৰগতি সাধিত হৈছে। পথ-দলং, বিদ্যুৎ, জলসিঞ্চন আৰু স্বাস্থ্যখণ্ডত ৰূপায়ণ হোৱা আঁচনিসমূহে গ্ৰাম্য অৰ্থনীতিলৈ নতুন গতি প্ৰদান কৰিছে বুলি চৰকাৰী সূত্ৰত প্ৰকাশ। ইয়াৰ উপৰিও কেন্দ্ৰীয় চৰকাৰৰ বিভিন্ন অভিলাষী আঁচনিৰ জৰিয়তে ৰাজ্যৰ উন্নয়নৰ গতি ত্বৰান্বিত কৰাৰ প্ৰয়াস অব্যাহত আছে। [17,750,224,874]
subhead: সম্ভাৱনাময় অসম [583,518,638,528]
section-divider [229,1166,689,1167]
body-paragraph: বডোলেণ্ড প্ৰাদেশিক পৰিষদৰ নিৰ্বাচনক লৈ ইতিমধ্যে সমগ্ৰ অঞ্চলটোত ৰাজনৈতিক তৎপৰতা বৃদ্ধি পাইছে। আনহাতে ব্ৰিকছ (BRICS) সন্মিলনত গৃহীত সিদ্ধান্তসমূহৰ প্ৰভাৱ আঞ্চলিক অৰ্থনীতিতো পৰিব বুলি বিশেষজ্ঞসকলে মত প্ৰকাশ কৰিছে। শান্তি চুক্তিৰ পৰৱৰ্তী সময়ছোৱাত অঞ্চলটোত উন্নয়নমূলক কাম-কাজে নতুন মাত্ৰা লাভ কৰিছে। [695,922,928,956]
body-paragraph: ৰাজ্যৰ ৰাজনৈতিক মহলত এতিয়া এই বিষয়টোক লৈ তীব্ৰ চৰ্চা অব্যাহত আছে। শাসকীয় দলৰ নেতাসকলে ইয়াক ঐতিহাসিক পদক্ষেপ বুলি অভিহিত কৰাৰ বিপৰীতে বিৰোধীয়ে ইয়াক নিৰ্বাচনমুখী চমক বুলি সমালোচনা কৰিছে। সাধাৰণ ৰাইজৰ মাজতো ইয়াক লৈ মিশ্ৰ প্ৰতিক্ৰিয়াৰ সৃষ্টি হোৱা পৰিলক্ষিত হৈছে। বিশেষজ্ঞসকলৰ মতে আগন্তুক দিনবোৰত এই বিষয়টোৱে ৰাজ্যৰ ৰাজনীতিত গুৰুত্বপূৰ্ণ ভূমিকা লʼব। ৰাজ্যৰ ৰাজনৈতিক মহলত এতিয়া এই বিষয়টোক লৈ তীব্ৰ চৰ্চা অব্যাহত আছে। শাসকীয় দলৰ নেতাসকলে ইয়াক ঐতিহাসিক পদক্ষেপ বুলি অভিহিত কৰাৰ বিপৰীতে বিৰোধীয়ে ইয়াক নিৰ্বাচনমুখী চমক বুলি সমালোচনা কৰিছে। সাধাৰণ ৰাইজৰ মাজতো ইয়াক লৈ মিশ্ৰ প্ৰতিক্ৰিয়াৰ সৃষ্টি হোৱা পৰিলক্ষিত হৈছে। বিশেষজ্ঞসকলৰ মতে আগন্তুক দিনবোৰত এই বিষয়টোৱে ৰাজ্যৰ ৰাজনীতিত গুৰুত্বপূৰ্ণ ভূমিকা লʼব। ৰাজ্যৰ ৰাজনৈতিক মহলত এতিয়া এই বিষয়টোক লৈ তীব্ৰ চৰ্চা অব্যাহত আছে। শাসকীয় দলৰ নেতাসকলে ইয়াক ঐতিহাসিক পদক্ষেপ বুলি অভিহিত কৰাৰ বিপৰীতে বিৰোধীয়ে ইয়াক নিৰ্বাচনমুখী চমক বুলি সমালোচনা কৰিছে। সাধাৰণ ৰাইজৰ মাজতো ইয়াক লৈ মিশ্ৰ প্ৰতিক্ৰিয়াৰ সৃষ্টি হোৱা পৰিলক্ষিত হৈছে। বিশেষজ্ঞসকলৰ মতে আগন্তুক দিনবোৰত এই বিষয়টোৱে ৰাজ্যৰ ৰাজনীতিত গুৰুত্বপূৰ্ণ ভূমিকা লʼব। [236,515,379,712]
masthead [695,104,928,132]
body-paragraph: বডোলেণ্ড প্ৰাদেশিক পৰিষদৰ নিৰ্বাচনক লৈ ইতিমধ্যে সমগ্ৰ অঞ্চলটোত ৰাজনৈতিক তৎপৰতা বৃদ্ধি পাইছে। আনহাতে ব্ৰিকছ (BRICS) সন্মিলনত গৃহীত সিদ্ধান্তসমূহৰ প্ৰভাৱ আঞ্চলিক অৰ্থনীতিতো পৰিব বুলি বিশেষজ্ঞসকলে মত প্ৰকাশ কৰিছে। শান্তি চুক্তিৰ পৰৱৰ্তী সময়ছোৱাত অঞ্চলটোত উন্নয়নমূলক কাম-কাজে নতুন মাত্ৰা লাভ কৰিছে। বডোলেণ্ড প্ৰাদেশিক পৰিষদৰ নিৰ্বাচনক লৈ ইতিমধ্যে সমগ্ৰ অঞ্চলটোত ৰাজনৈতিক তৎপৰতা বৃদ্ধি পাইছে। আনহাতে ব্ৰিকছ (BRICS) সন্মিলনত গৃহীত সিদ্ধান্তসমূহৰ প্ৰভাৱ আঞ্চলিক অৰ্থনীতিতো পৰিব বুলি বিশেষজ্ঞসকলে মত প্ৰকাশ কৰিছে। শান্তি চুক্তিৰ পৰৱৰ্তী সময়ছোৱাত অঞ্চলটোত উন্নয়নমূলক কাম-কাজে নতুন মাত্ৰা লাভ কৰিছে। [695,558,928,624]
body-paragraph: ৰাজ্যৰ ৰাজনৈতিক মহলত এতিয়া এই বিষয়টোক লৈ তীব্ৰ চৰ্চা অব্যাহত আছে। শাসকীয় দলৰ নেতাসকলে ইয়াক ঐতিহাসিক পদক্ষেপ বুলি অভিহিত কৰাৰ বিপৰীতে বিৰোধীয়ে ইয়াক নিৰ্বাচনমুখী চমক বুলি সমালোচনা কৰিছে। সাধাৰণ ৰাইজৰ মাজতো ইয়াক লৈ মিশ্ৰ প্ৰতিক্ৰিয়াৰ সৃষ্টি হোৱা পৰিলক্ষিত হৈছে। বিশেষজ্ঞসকলৰ মতে আগন্তুক দিনবোৰত এই বিষয়টোৱে ৰাজ্যৰ ৰাজনীতিত গুৰুত্বপূৰ্ণ ভূমিকা লʼব। ৰাজ্যৰ ৰাজনৈতিক মহলত এতিয়া এই বিষয়টোক লৈ তীব্ৰ চৰ্চা অব্যাহত আছে। শাসকীয় দলৰ নেতাসকলে ইয়াক ঐতিহাসিক পদক্ষেপ বুলি অভিহিত কৰাৰ বিপৰীতে বিৰোধীয়ে ইয়াক নিৰ্বাচনমুখী চমক বুলি সমালোচনা কৰিছে। সাধাৰণ ৰাইজৰ মাজতো ইয়াক লৈ মিশ্ৰ প্ৰতিক্ৰিয়াৰ সৃষ্টি হোৱা পৰিলক্ষিত হৈছে। বিশেষজ্ঞসকলৰ মতে আগন্তুক দিনবোৰত এই বিষয়টোৱে ৰাজ্যৰ ৰাজনীতিত গুৰুত্বপূৰ্ণ ভূমিকা লʼব। ৰাজ্যৰ ৰাজনৈতিক মহলত এতিয়া এই বিষয়টোক লৈ তীব্ৰ চৰ্চা অব্যাহত আছে। শাসকীয় দলৰ নেতাসকলে ইয়াক ঐতিহাসিক পদক্ষেপ বুলি অভিহিত কৰাৰ বিপৰীতে বিৰোধীয়ে ইয়াক নিৰ্বাচনমুখী চমক বুলি সমালোচনা কৰিছে। সাধাৰণ ৰাইজৰ মাজতো ইয়াক লৈ মিশ্ৰ প্ৰতিক্ৰিয়াৰ সৃষ্টি হোৱা পৰিলক্ষিত হৈছে। বিশেষজ্ঞসকলৰ মতে আগন্তুক দিনবোৰত এই বিষয়টোৱে ৰাজ্যৰ ৰাজনীতিত গুৰুত্বপূৰ্ণ ভূমিকা লʼব। [695,368,928,491]
article-rajpath-body [236,1194,682,1478]
body-paragraph: ৰাজ্যৰ ৰাজনৈতিক মহলত এতিয়া এই বিষয়টোক লৈ তীব্ৰ চৰ্চা অব্যাহত আছে। শাসকীয় দলৰ নেতাসকলে ইয়াক ঐতিহাসিক পদক্ষেপ বুলি অভিহিত কৰাৰ বিপৰীতে বিৰোধীয়ে ইয়াক নিৰ্বাচনমুখী চমক বুলি সমালোচনা কৰিছে। সাধাৰণ ৰাইজৰ মাজতো ইয়াক লৈ মিশ্ৰ প্ৰতিক্ৰিয়াৰ সৃষ্টি হোৱা পৰিলক্ষিত হৈছে। বিশেষজ্ঞসকলৰ মতে আগন্তুক দিনবোৰত এই বিষয়টোৱে ৰাজ্যৰ ৰাজনীতিত গুৰুত্বপূৰ্ণ ভূমিকা লʼব। ৰাজ্যৰ ৰাজনৈতিক মহলত এতিয়া এই বিষয়টোক লৈ তীব্ৰ চৰ্চা অব্যাহত আছে। শাসকীয় দলৰ নেতাসকলে ইয়াক ঐতিহাসিক পদক্ষেপ বুলি অভিহিত কৰাৰ বিপৰীতে বিৰোধীয়ে ইয়াক নিৰ্বাচনমুখী চমক বুলি সমালোচনা কৰিছে। সাধাৰণ ৰাইজৰ মাজতো ইয়াক লৈ মিশ্ৰ প্ৰতিক্ৰিয়াৰ সৃষ্টি হোৱা পৰিলক্ষিত হৈছে। বিশেষজ্ঞসকলৰ মতে আগন্তুক দিনবোৰত এই বিষয়টোৱে ৰাজ্যৰ ৰাজনীতিত গুৰুত্বপূৰ্ণ ভূমিকা লʼব। ৰাজ্যৰ ৰাজনৈতিক মহলত এতিয়া এই বিষয়টোক লৈ তীব্ৰ চৰ্চা অব্যাহত আছে। শাসকীয় দলৰ নেতাসকলে ইয়াক ঐতিহাসিক পদক্ষেপ বুলি অভিহিত কৰাৰ বিপৰীতে বিৰোধীয়ে ইয়াক নিৰ্বাচনমুখী চমক বুলি সমালোচনা কৰিছে। সাধাৰণ ৰাইজৰ মাজতো ইয়াক লৈ মিশ্ৰ প্ৰতিক্ৰিয়াৰ সৃষ্টি হোৱা পৰিলক্ষিত হৈছে। বিশেষজ্ঞসকলৰ মতে আগন্তুক দিনবোৰত এই বিষয়টোৱে ৰাজ্যৰ ৰাজনীতিত গুৰুত্বপূৰ্ণ ভূমিকা লʼব। [17,157,224,297]
body-paragraph: দাবী পূৰণৰ বাবে আন্দোলনকাৰীসকলে আজি পুৱাৰে পৰা ৰাজপথ অৱৰোধ কৰি পৰিস্থিতি উত্তাল কৰি তোলে। ফলত দীঘলীয়া যানজটৰ সৃষ্টি হয় আৰু সাধাৰণ যাত্ৰীসকলে চৰম দুৰ্ভোগৰ সন্মুখীন হʼবলগা হয়। আৰক্ষী আৰু প্ৰশাসনৰ উচ্চপদস্থ বিষয়াসকল ঘটনাস্থলীত উপস্থিত হৈ পৰিস্থিতি নিয়ন্ত্ৰণৰ চেষ্টা চলায়। আন্দোলনকাৰীসকলে দাবী পূৰণ নোহোৱালৈকে আন্দোলন অব্যাহত থাকিব বুলি সকীয়াই দিয়ে। দাবী পূৰণৰ বাবে আন্দোলনকাৰীসকলে আজি পুৱাৰে পৰা ৰাজপথ অৱৰোধ কৰি পৰিস্থিতি উত্তাল কৰি তোলে। ফলত দীঘলীয়া যানজটৰ সৃষ্টি হয় আৰু সাধাৰণ যাত্ৰীসকলে চৰম দুৰ্ভোগৰ সন্মুখীন হʼবলগা হয়। আৰক্ষী আৰু প্ৰশাসনৰ উচ্চপদস্থ বিষয়াসকল ঘটনাস্থলীত উপস্থিত হৈ পৰিস্থিতি নিয়ন্ত্ৰণৰ চেষ্টা চলায়। আন্দোলনকাৰীসকলে দাবী পূৰণ নোহোৱালৈকে আন্দোলন অব্যাহত থাকিব বুলি সকীয়াই দিয়ে। দাবী পূৰণৰ বাবে আন্দোলনকাৰীসকলে আজি পুৱাৰে পৰা ৰাজপথ অৱৰোধ কৰি পৰিস্থিতি উত্তাল কৰি তোলে। ফলত দীঘলীয়া যানজটৰ সৃষ্টি হয় আৰু সাধাৰণ যাত্ৰীসকলে চৰম দুৰ্ভোগৰ সন্মুখীন হʼবলগা হয়। আৰক্ষী আৰু প্ৰশাসনৰ উচ্চপদস্থ বিষয়াসকল ঘটনাস্থলীত উপস্থিত হৈ পৰিস্থিতি নিয়ন্ত্ৰণৰ চেষ্টা চলায়। আন্দোলনকাৰীসকলে দাবী পূৰণ নোহোৱালৈকে আন্দোলন অব্যাহত থাকিব বুলি সকীয়াই দিয়ে। [236,1194,379,1391]
body-paragraph: ইফালে বিৰোধী দলসমূহে চৰকাৰৰ এই পদক্ষেপক প্ৰহসন আখ্যা দি তীব্ৰ প্ৰতিক্ৰিয়া ব্যক্ত কৰিছে। তেওঁলোকৰ অভিযোগ— নিৰ্বাচনৰ প্ৰাকমুহূৰ্তত এনে ঘোষণা কেৱল ৰাজনৈতিক কৌশল মাত্ৰ। ইয়াৰ বিপৰীতে শাসক পক্ষই দাবী কৰিছে যে জনকল্যাণেই চৰকাৰৰ একমাত্ৰ লক্ষ্য আৰু প্ৰতিশ্ৰুতি অনুসৰি প্ৰতিটো কাম সময়মতে সম্পূৰ্ণ কৰা হʼব। ইফালে বিৰোধী দলসমূহে চৰকাৰৰ এই পদক্ষেপক প্ৰহসন আখ্যা দি তীব্ৰ প্ৰতিক্ৰিয়া ব্যক্ত কৰিছে। তেওঁলোকৰ অভিযোগ— নিৰ্বাচনৰ প্ৰাকমুহূৰ্তত এনে ঘোষণা কেৱল ৰাজনৈতিক কৌশল মাত্ৰ। ইয়াৰ বিপৰীতে শাসক পক্ষই দাবী কৰিছে যে জনকল্যাণেই চৰকাৰৰ একমাত্ৰ লক্ষ্য আৰু প্ৰতিশ্ৰুতি অনুসৰি প্ৰতিটো কাম সময়মতে সম্পূৰ্ণ কৰা হʼব। ইফালে বিৰোধী দলসমূহে চৰকাৰৰ এই পদক্ষেপক প্ৰহসন আখ্যা দি তীব্ৰ প্ৰতিক্ৰিয়া ব্যক্ত কৰিছে। তেওঁলোকৰ অভিযোগ— নিৰ্বাচনৰ প্ৰাকমুহূৰ্তত এনে ঘোষণা কেৱল ৰাজনৈতিক কৌশল মাত্ৰ। ইয়াৰ বিপৰীতে শাসক পক্ষই দাবী কৰিছে যে জনকল্যাণেই চৰকাৰৰ একমাত্ৰ লক্ষ্য আৰু প্ৰতিশ্ৰুতি অনুসৰি প্ৰতিটো কাম সময়মতে সম্পূৰ্ণ কৰা হʼব। [387,982,531,1147]
masthead-title: দৈনিক জনমভূমি [757,107,866,126]
body-paragraph: যোৱা কেইবছৰমানৰ ভিতৰত ৰাজ্যখনৰ পৰিকাঠামো খণ্ডত উল্লেখযোগ্য অগ্ৰগতি সাধিত হৈছে। পথ-দলং, বিদ্যুৎ, জলসিঞ্চন আৰু স্বাস্থ্যখণ্ডত ৰূপায়ণ হোৱা আঁচনিসমূহে গ্ৰাম্য অৰ্থনীতিলৈ নতুন গতি প্ৰদান কৰিছে বুলি চৰকাৰী সূত্ৰত প্ৰকাশ। ইয়াৰ উপৰিও কেন্দ্ৰীয় চৰকাৰৰ বিভিন্ন অভিলাষী আঁচনিৰ জৰিয়তে ৰাজ্যৰ উন্নয়নৰ গতি ত্বৰান্বিত কৰাৰ প্ৰয়াস অব্যাহত আছে। যোৱা কেইবছৰমানৰ ভিতৰত ৰাজ্যখনৰ পৰিকাঠামো খণ্ডত উল্লেখযোগ্য অগ্ৰগতি সাধিত হৈছে। পথ-দলং, বিদ্যুৎ, জলসিঞ্চন আৰু স্বাস্থ্যখণ্ডত ৰূপায়ণ হোৱা আঁচনিসমূহে গ্ৰাম্য অৰ্থনীতিলৈ নতুন গতি প্ৰদান কৰিছে বুলি চৰকাৰী সূত্ৰত প্ৰকাশ। ইয়াৰ উপৰিও কেন্দ্ৰীয় চৰকাৰৰ বিভিন্ন অভিলাষী আঁচনিৰ জৰিয়তে ৰাজ্যৰ উন্নয়নৰ গতি ত্বৰান্বিত কৰাৰ প্ৰয়াস অব্যাহত আছে। যোৱা কেইবছৰমানৰ ভিতৰত ৰাজ্যখনৰ পৰিকাঠামো খণ্ডত উল্লেখযোগ্য অগ্ৰগতি সাধিত হৈছে। পথ-দলং, বিদ্যুৎ, জলসিঞ্চন আৰু স্বাস্থ্যখণ্ডত ৰূপায়ণ হোৱা আঁচনিসমূহে গ্ৰাম্য অৰ্থনীতিলৈ নতুন গতি প্ৰদান কৰিছে বুলি চৰকাৰী সূত্ৰত প্ৰকাশ। ইয়াৰ উপৰিও কেন্দ্ৰীয় চৰকাৰৰ বিভিন্ন অভিলাষী আঁচনিৰ জৰিয়তে ৰাজ্যৰ উন্নয়নৰ গতি ত্বৰান্বিত কৰাৰ প্ৰয়াস অব্যাহত আছে। [236,326,379,515]
kicker-label: এক পিঠিৰ পৰা— [24,110,103,126]
body-paragraph: বডোলেণ্ড প্ৰাদেশিক পৰিষদৰ নিৰ্বাচনক লৈ ইতিমধ্যে সমগ্ৰ অঞ্চলটোত ৰাজনৈতিক তৎপৰতা বৃদ্ধি পাইছে। আনহাতে ব্ৰিকছ (BRICS) সন্মিলনত গৃহীত সিদ্ধান্তসমূহৰ প্ৰভাৱ আঞ্চলিক অৰ্থনীতিতো পৰিব বুলি বিশেষজ্ঞসকলে মত প্ৰকাশ কৰিছে। শান্তি চুক্তিৰ পৰৱৰ্তী সময়ছোৱাত অঞ্চলটোত উন্নয়নমূলক কাম-কাজে নতুন মাত্ৰা লাভ কৰিছে। [539,1089,682,1147]
body-paragraph: গ্ৰন্থখনিত সন্নিবিষ্ট 'Screaming Butterflies' আৰু 'Breaking the Silence' শীৰ্ষক ৰচনা দুটিয়ে পাঠকৰ হৃদয় স্পৰ্শ কৰিবলৈ সক্ষম হৈছে। লেখিকাৰ সাৱলীল ভাষা আৰু গভীৰ জীৱনবোধে প্ৰতিটো পৃষ্ঠাতে নতুন চিন্তাৰ খোৰাক যোগাইছে। সমালোচকসকলে গ্ৰন্থখনক সাম্প্ৰতিক অসমীয়া সাহিত্যৰ এক উল্লেখযোগ্য সংযোজন বুলি অভিহিত কৰিছে। গ্ৰন্থখনিত সন্নিবিষ্ট 'Screaming Butterflies' আৰু 'Breaking the Silence' শীৰ্ষক ৰচনা দুটিয়ে পাঠকৰ হৃদয় স্পৰ্শ কৰিবলৈ সক্ষম হৈছে। লেখিকাৰ সাৱলীল ভাষা আৰু গভীৰ জীৱনবোধে প্ৰতিটো পৃষ্ঠাতে নতুন চিন্তাৰ খোৰাক যোগাইছে। সমালোচকসকলে গ্ৰন্থখনক সাম্প্ৰতিক অসমীয়া সাহিত্যৰ এক উল্লেখযোগ্য সংযোজন বুলি অভিহিত কৰিছে। গ্ৰন্থখনিত সন্নিবিষ্ট 'Screaming Butterflies' আৰু 'Breaking the Silence' শীৰ্ষক ৰচনা দুটিয়ে পাঠকৰ হৃদয় স্পৰ্শ কৰিবলৈ সক্ষম হৈছে। লেখিকাৰ সাৱলীল ভাষা আৰু গভীৰ জীৱনবোধে প্ৰতিটো পৃষ্ঠাতে নতুন চিন্তাৰ খোৰাক যোগাইছে। সমালোচকসকলে গ্ৰন্থখনক সাম্প্ৰতিক অসমীয়া সাহিত্যৰ এক উল্লেখযোগ্য সংযোজন বুলি অভিহিত কৰিছে। [17,989,224,1113]
body-paragraph: ৰাজ্যৰ ৰাজনৈতিক মহলত এতিয়া এই বিষয়টোক লৈ তীব্ৰ চৰ্চা অব্যাহত আছে। শাসকীয় দলৰ নেতাসকলে ইয়াক ঐতিহাসিক পদক্ষেপ বুলি অভিহিত কৰাৰ বিপৰীতে বিৰোধীয়ে ইয়াক নিৰ্বাচনমুখী চমক বুলি সমালোচনা কৰিছে। সাধাৰণ ৰাইজৰ মাজতো ইয়াক লৈ মিশ্ৰ প্ৰতিক্ৰিয়াৰ সৃষ্টি হোৱা পৰিলক্ষিত হৈছে। বিশেষজ্ঞসকলৰ মতে আগন্তুক দিনবোৰত এই বিষয়টোৱে ৰাজ্যৰ ৰাজনীতিত গুৰুত্বপূৰ্ণ ভূমিকা লʼব। ৰাজ্যৰ ৰাজনৈতিক মহলত এতিয়া এই বিষয়টোক লৈ তীব্ৰ চৰ্চা অব্যাহত আছে। শাসকীয় দলৰ নেতাসকলে ইয়াক ঐতিহাসিক পদক্ষেপ বুলি অভিহিত কৰাৰ বিপৰীতে বিৰোধীয়ে ইয়াক নিৰ্বাচনমুখী চমক বুলি সমালোচনা কৰিছে। সাধাৰণ ৰাইজৰ মাজতো ইয়াক লৈ মিশ্ৰ প্ৰতিক্ৰিয়াৰ সৃষ্টি হোৱা পৰিলক্ষিত হৈছে। বিশেষজ্ঞসকলৰ মতে আগন্তুক দিনবোৰত এই বিষয়টোৱে ৰাজ্যৰ ৰাজনীতিত গুৰুত্বপূৰ্ণ ভূমিকা লʼব। ৰাজ্যৰ ৰাজনৈতিক মহলত এতিয়া এই বিষয়টোক লৈ তীব্ৰ চৰ্চা অব্যাহত আছে। শাসকীয় দলৰ নেতাসকলে ইয়াক ঐতিহাসিক পদক্ষেপ বুলি অভিহিত কৰাৰ বিপৰীতে বিৰোধীয়ে ইয়াক নিৰ্বাচনমুখী চমক বুলি সমালোচনা কৰিছে। সাধাৰণ ৰাইজৰ মাজতো ইয়াক লৈ মিশ্ৰ প্ৰতিক্ৰিয়াৰ সৃষ্টি হোৱা পৰিলক্ষিত হৈছে। বিশেষজ্ঞসকলৰ মতে আগন্তুক দিনবোৰত এই বিষয়টোৱে ৰাজ্যৰ ৰাজনীতিত গুৰুত্বপূৰ্ণ ভূমিকা লʼব। [17,610,224,750]
masthead-rule [872,117,928,118]
right-column [690,96,928,1494]
dateline-english: Guwahati, Saturday, February 14, 2026 [651,71,924,86]
body-paragraph: যোৱা কেইবছৰমানৰ ভিতৰত ৰাজ্যখনৰ পৰিকাঠামো খণ্ডত উল্লেখযোগ্য অগ্ৰগতি সাধিত হৈছে। পথ-দলং, বিদ্যুৎ, জলসিঞ্চন আৰু স্বাস্থ্যখণ্ডত ৰূপায়ণ হোৱা আঁচনিসমূহে গ্ৰাম্য অৰ্থনীতিলৈ নতুন গতি প্ৰদান কৰিছে বুলি চৰকাৰী সূত্ৰত প্ৰকাশ। ইয়াৰ উপৰিও কেন্দ্ৰীয় চৰকাৰৰ বিভিন্ন অভিলাষী আঁচনিৰ জৰিয়তে ৰাজ্যৰ উন্নয়নৰ গতি ত্বৰান্বিত কৰাৰ প্ৰয়াস অব্যাহত আছে। যোৱা কেইবছৰমানৰ ভিতৰত ৰাজ্যখনৰ পৰিকাঠামো খণ্ডত উল্লেখযোগ্য অগ্ৰগতি সাধিত হৈছে। পথ-দলং, বিদ্যুৎ, জলসিঞ্চন আৰু স্বাস্থ্যখণ্ডত ৰূপায়ণ হোৱা আঁচনিসমূহে গ্ৰাম্য অৰ্থনীতিলৈ নতুন গতি প্ৰদান কৰিছে বুলি চৰকাৰী সূত্ৰত প্ৰকাশ। ইয়াৰ উপৰিও কেন্দ্ৰীয় চৰকাৰৰ বিভিন্ন অভিলাষী আঁচনিৰ জৰিয়তে ৰাজ্যৰ উন্নয়নৰ গতি ত্বৰান্বিত কৰাৰ প্ৰয়াস অব্যাহত আছে। যোৱা কেইবছৰমানৰ ভিতৰত ৰাজ্যখনৰ পৰিকাঠামো খণ্ডত উল্লেখযোগ্য অগ্ৰগতি সাধিত হৈছে। পথ-দলং, বিদ্যুৎ, জলসিঞ্চন আৰু স্বাস্থ্যখণ্ডত ৰূপায়ণ হোৱা আঁচনিসমূহে গ্ৰাম্য অৰ্থনীতিলৈ নতুন গতি প্ৰদান কৰিছে বুলি চৰকাৰী সূত্ৰত প্ৰকাশ। ইয়াৰ উপৰিও কেন্দ্ৰীয় চৰকাৰৰ বিভিন্ন অভিলাষী আঁচনিৰ জৰিয়তে ৰাজ্যৰ উন্নয়নৰ গতি ত্বৰান্বিত কৰাৰ প্ৰয়াস অব্যাহত আছে। [17,412,224,536]
body-paragraph: যোৱা কেইবছৰমানৰ ভিতৰত ৰাজ্যখনৰ পৰিকাঠামো খণ্ডত উল্লেখযোগ্য অগ্ৰগতি সাধিত হৈছে। পথ-দলং, বিদ্যুৎ, জলসিঞ্চন আৰু স্বাস্থ্যখণ্ডত ৰূপায়ণ হোৱা আঁচনিসমূহে গ্ৰাম্য অৰ্থনীতিলৈ নতুন গতি প্ৰদান কৰিছে বুলি চৰকাৰী সূত্ৰত প্ৰকাশ। ইয়াৰ উপৰিও কেন্দ্ৰীয় চৰকাৰৰ বিভিন্ন অভিলাষী আঁচনিৰ জৰিয়তে ৰাজ্যৰ উন্নয়নৰ গতি ত্বৰান্বিত কৰাৰ প্ৰয়াস অব্যাহত আছে। যোৱা কেইবছৰমানৰ ভিতৰত ৰাজ্যখনৰ পৰিকাঠামো খণ্ডত উল্লেখযোগ্য অগ্ৰগতি সাধিত হৈছে। পথ-দলং, বিদ্যুৎ, জলসিঞ্চন আৰু স্বাস্থ্যখণ্ডত ৰূপায়ণ হোৱা আঁচনিসমূহে গ্ৰাম্য অৰ্থনীতিলৈ নতুন গতি প্ৰদান কৰিছে বুলি চৰকাৰী সূত্ৰত প্ৰকাশ। ইয়াৰ উপৰিও কেন্দ্ৰীয় চৰকাৰৰ বিভিন্ন অভিলাষী আঁচনিৰ জৰিয়তে ৰাজ্যৰ উন্নয়নৰ গতি ত্বৰান্বিত কৰাৰ প্ৰয়াস অব্যাহত আছে। যোৱা কেইবছৰমানৰ ভিতৰত ৰাজ্যখনৰ পৰিকাঠামো খণ্ডত উল্লেখযোগ্য অগ্ৰগতি সাধিত হৈছে। পথ-দলং, বিদ্যুৎ, জলসিঞ্চন আৰু স্বাস্থ্যখণ্ডত ৰূপায়ণ হোৱা আঁচনিসমূহে গ্ৰাম্য অৰ্থনীতিলৈ নতুন গতি প্ৰদান কৰিছে বুলি চৰকাৰী সূত্ৰত প্ৰকাশ। ইয়াৰ উপৰিও কেন্দ্ৰীয় চৰকাৰৰ বিভিন্ন অভিলাষী আঁচনিৰ জৰিয়তে ৰাজ্যৰ উন্নয়নৰ গতি ত্বৰান্বিত কৰাৰ প্ৰয়াস অব্যাহত আছে। [539,529,682,718]
section-divider [695,1206,928,1207]
section-divider [229,937,689,938]
page-body [17,96,928,1494]
headline-btc: বি টি চিৰ দ্বিতীয়... [745,137,878,157]
article-highway-death-body [695,1235,928,1481]
subhead: উত্তৰ জনকক কুমাৰ ভাস্কৰ বৰ্মাৰ প্ৰাপ্য [246,315,368,325]
subhead: কালিকীৰ আহ্বান [279,714,335,724]
page-emblem-icon: ❖ [36,73,45,84]
kicker-wrap [17,108,224,128]
section-divider [17,961,224,962]
headline-bridge: কুমাৰ ভাস্কৰ বৰ্মা সেতু : অটল, অবিচল,... [295,106,623,128]
body-paragraph: বডোলেণ্ড প্ৰাদেশিক পৰিষদৰ নিৰ্বাচনক লৈ ইতিমধ্যে সমগ্ৰ অঞ্চলটোত ৰাজনৈতিক তৎপৰতা বৃদ্ধি পাইছে। আনহাতে ব্ৰিকছ (BRICS) সন্মিলনত গৃহীত সিদ্ধান্তসমূহৰ প্ৰভাৱ আঞ্চলিক অৰ্থনীতিতো পৰিব বুলি বিশেষজ্ঞসকলে মত প্ৰকাশ কৰিছে। শান্তি চুক্তিৰ পৰৱৰ্তী সময়ছোৱাত অঞ্চলটোত উন্নয়নমূলক কাম-কাজে নতুন মাত্ৰা লাভ কৰিছে। বডোলেণ্ড প্ৰাদেশিক পৰিষদৰ নিৰ্বাচনক লৈ ইতিমধ্যে সমগ্ৰ অঞ্চলটোত ৰাজনৈতিক তৎপৰতা বৃদ্ধি পাইছে। আনহাতে ব্ৰিকছ (BRICS) সন্মিলনত গৃহীত সিদ্ধান্তসমূহৰ প্ৰভাৱ আঞ্চলিক অৰ্থনীতিতো পৰিব বুলি বিশেষজ্ঞসকলে মত প্ৰকাশ কৰিছে। শান্তি চুক্তিৰ পৰৱৰ্তী সময়ছোৱাত অঞ্চলটোত উন্নয়নমূলক কাম-কাজে নতুন মাত্ৰা লাভ কৰিছে। [17,536,224,610]
body-paragraph: বডোলেণ্ড প্ৰাদেশিক পৰিষদৰ নিৰ্বাচনক লৈ ইতিমধ্যে সমগ্ৰ অঞ্চলটোত ৰাজনৈতিক তৎপৰতা বৃদ্ধি পাইছে। আনহাতে ব্ৰিকছ (BRICS) সন্মিলনত গৃহীত সিদ্ধান্তসমূহৰ প্ৰভাৱ আঞ্চলিক অৰ্থনীতিতো পৰিব বুলি বিশেষজ্ঞসকলে মত প্ৰকাশ কৰিছে। শান্তি চুক্তিৰ পৰৱৰ্তী সময়ছোৱাত অঞ্চলটোত উন্নয়নমূলক কাম-কাজে নতুন মাত্ৰা লাভ কৰিছে। বডোলেণ্ড প্ৰাদেশিক পৰিষদৰ নিৰ্বাচনক লৈ ইতিমধ্যে সমগ্ৰ অঞ্চলটোত ৰাজনৈতিক তৎপৰতা বৃদ্ধি পাইছে। আনহাতে ব্ৰিকছ (BRICS) সন্মিলনত গৃহীত সিদ্ধান্তসমূহৰ প্ৰভাৱ আঞ্চলিক অৰ্থনীতিতো পৰিব বুলি বিশেষজ্ঞসকলে মত প্ৰকাশ কৰিছে। শান্তি চুক্তিৰ পৰৱৰ্তী সময়ছোৱাত অঞ্চলটোত উন্নয়নমূলক কাম-কাজে নতুন মাত্ৰা লাভ কৰিছে। বডোলেণ্ড প্ৰাদেশিক পৰিষদৰ নিৰ্বাচনক লৈ ইতিমধ্যে সমগ্ৰ অঞ্চলটোত ৰাজনৈতিক তৎপৰতা বৃদ্ধি পাইছে। আনহাতে ব্ৰিকছ (BRICS) সন্মিলনত গৃহীত সিদ্ধান্তসমূহৰ প্ৰভাৱ আঞ্চলিক অৰ্থনীতিতো পৰিব বুলি বিশেষজ্ঞসকলে মত প্ৰকাশ কৰিছে। শান্তি চুক্তিৰ পৰৱৰ্তী সময়ছোৱাত অঞ্চলটোত উন্নয়নমূলক কাম-কাজে নতুন মাত্ৰা লাভ কৰিছে। [695,162,928,260]
body-paragraph: যোৱা কেইবছৰমানৰ ভিতৰত ৰাজ্যখনৰ পৰিকাঠামো খণ্ডত উল্লেখযোগ্য অগ্ৰগতি সাধিত হৈছে। পথ-দলং, বিদ্যুৎ, জলসিঞ্চন আৰু স্বাস্থ্যখণ্ডত ৰূপায়ণ হোৱা আঁচনিসমূহে গ্ৰাম্য অৰ্থনীতিলৈ নতুন গতি প্ৰদান কৰিছে বুলি চৰকাৰী সূত্ৰত প্ৰকাশ। ইয়াৰ উপৰিও কেন্দ্ৰীয় চৰকাৰৰ বিভিন্ন অভিলাষী আঁচনিৰ জৰিয়তে ৰাজ্যৰ উন্নয়নৰ গতি ত্বৰান্বিত কৰাৰ প্ৰয়াস অব্যাহত আছে। যোৱা কেইবছৰমানৰ ভিতৰত ৰাজ্যখনৰ পৰিকাঠামো খণ্ডত উল্লেখযোগ্য অগ্ৰগতি সাধিত হৈছে। পথ-দলং, বিদ্যুৎ, জলসিঞ্চন আৰু স্বাস্থ্যখণ্ডত ৰূপায়ণ হোৱা আঁচনিসমূহে গ্ৰাম্য অৰ্থনীতিলৈ নতুন গতি প্ৰদান কৰিছে বুলি চৰকাৰী সূত্ৰত প্ৰকাশ। ইয়াৰ উপৰিও কেন্দ্ৰীয় চৰকাৰৰ বিভিন্ন অভিলাষী আঁচনিৰ জৰিয়তে ৰাজ্যৰ উন্নয়নৰ গতি ত্বৰান্বিত কৰাৰ প্ৰয়াস অব্যাহত আছে। [539,965,682,1088]
body-paragraph: যোৱা কেইবছৰমানৰ ভিতৰত ৰাজ্যখনৰ পৰিকাঠামো খণ্ডত উল্লেখযোগ্য অগ্ৰগতি সাধিত হৈছে। পথ-দলং, বিদ্যুৎ, জলসিঞ্চন আৰু স্বাস্থ্যখণ্ডত ৰূপায়ণ হোৱা আঁচনিসমূহে গ্ৰাম্য অৰ্থনীতিলৈ নতুন গতি প্ৰদান কৰিছে বুলি চৰকাৰী সূত্ৰত প্ৰকাশ। ইয়াৰ উপৰিও কেন্দ্ৰীয় চৰকাৰৰ বিভিন্ন অভিলাষী আঁচনিৰ জৰিয়তে ৰাজ্যৰ উন্নয়নৰ গতি ত্বৰান্বিত কৰাৰ প্ৰয়াস অব্যাহত আছে। যোৱা কেইবছৰমানৰ ভিতৰত ৰাজ্যখনৰ পৰিকাঠামো খণ্ডত উল্লেখযোগ্য অগ্ৰগতি সাধিত হৈছে। পথ-দলং, বিদ্যুৎ, জলসিঞ্চন আৰু স্বাস্থ্যখণ্ডত ৰূপায়ণ হোৱা আঁচনিসমূহে গ্ৰাম্য অৰ্থনীতিলৈ নতুন গতি প্ৰদান কৰিছে বুলি চৰকাৰী সূত্ৰত প্ৰকাশ। ইয়াৰ উপৰিও কেন্দ্ৰীয় চৰকাৰৰ বিভিন্ন অভিলাষী আঁচনিৰ জৰিয়তে ৰাজ্যৰ উন্নয়নৰ গতি ত্বৰান্বিত কৰাৰ প্ৰয়াস অব্যাহত আছে। [17,1287,224,1369]
subhead: কুমাৰ ভাস্কৰ বৰ্মাৰ দিনৰ কালজয়ী সপোন [394,349,524,359]
